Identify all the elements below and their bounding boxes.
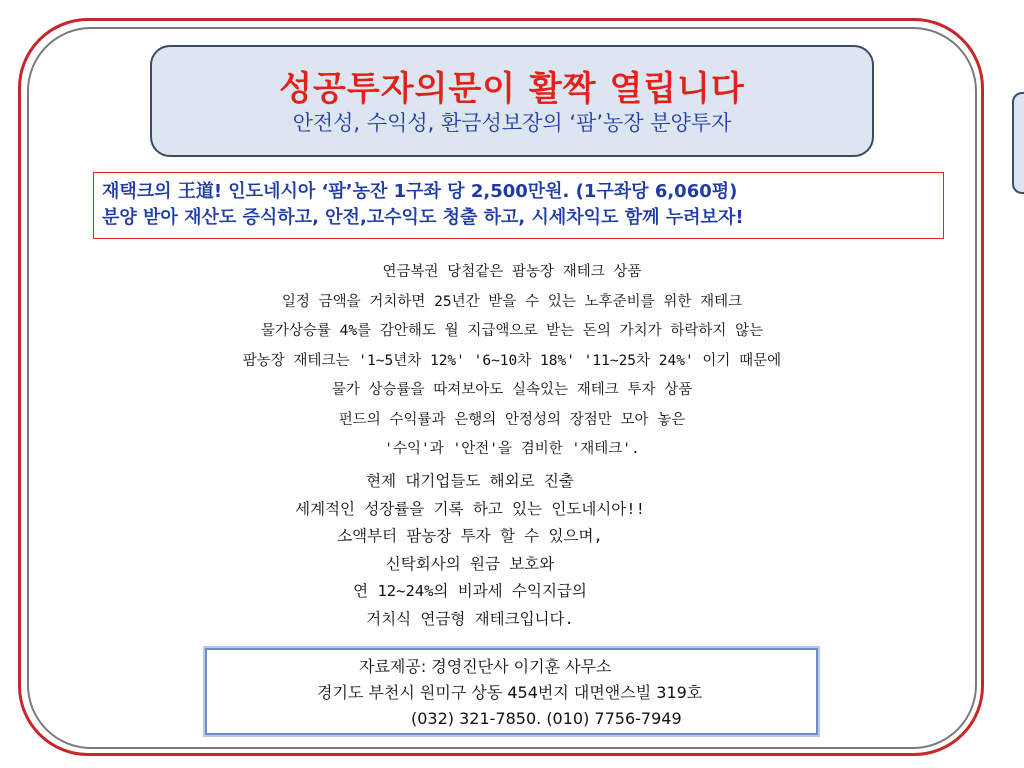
side-tab xyxy=(1012,92,1024,194)
contact-phone: (032) 321-7850. (010) 7756-7949 xyxy=(411,709,682,728)
body-text-block-2 xyxy=(150,468,790,633)
body-line: 물가상승률 4%를 감안해도 월 지급액으로 받는 돈의 가치가 하락하지 않는 xyxy=(260,323,764,339)
body-text-block-1 xyxy=(150,258,874,465)
body-line: 펀드의 수익률과 은행의 안정성의 장점만 모아 놓은 xyxy=(338,411,686,428)
contact-source: 자료제공: 경영진단사 이기훈 사무소 xyxy=(359,657,612,676)
contact-address: 경기도 부천시 원미구 상동 454번지 대면앤스빌 319호 xyxy=(317,683,703,702)
highlight-line-1: 재택크의 王道! 인도네시아 ‘팜’농잔 1구좌 당 2,500만원. (1구좌당 6,060평) xyxy=(102,181,738,202)
title-box xyxy=(150,45,874,157)
page-subtitle: 안전성, 수익성, 환금성보장의 ‘팜’농장 분양투자 xyxy=(292,111,732,135)
body-line: '수익'과 '안전'을 겸비한 '재테크'. xyxy=(384,441,640,457)
contact-box xyxy=(205,648,818,735)
body-line: 연 12~24%의 비과세 수익지급의 xyxy=(353,582,587,600)
body-line: 소액부터 팜농장 투자 할 수 있으며, xyxy=(337,527,603,545)
body-line: 팜농장 재테크는 '1~5년차 12%' '6~10차 18%' '11~25차 24%' 이기 때문에 xyxy=(242,352,782,369)
highlight-line-2: 분양 받아 재산도 증식하고, 안전,고수익도 청출 하고, 시세차익도 함께 누려보자! xyxy=(102,207,744,228)
highlight-box xyxy=(93,172,944,239)
body-line: 세계적인 성장률을 기록 하고 있는 인도네시아!! xyxy=(295,499,645,518)
body-line: 일정 금액을 거치하면 25년간 받을 수 있는 노후준비를 위한 재테크 xyxy=(281,293,743,310)
body-line: 거치식 연금형 재테크입니다. xyxy=(366,609,574,628)
body-line: 연금복권 당첨같은 팜농장 재테크 상품 xyxy=(382,264,642,280)
body-line: 신탁회사의 원금 보호와 xyxy=(385,554,555,573)
page-title: 성공투자의문이 활짝 열립니다 xyxy=(279,69,745,109)
body-line: 현제 대기업들도 해외로 진출 xyxy=(366,472,574,490)
body-line: 물가 상승률을 따져보아도 실속있는 재테크 투자 상품 xyxy=(331,382,693,398)
